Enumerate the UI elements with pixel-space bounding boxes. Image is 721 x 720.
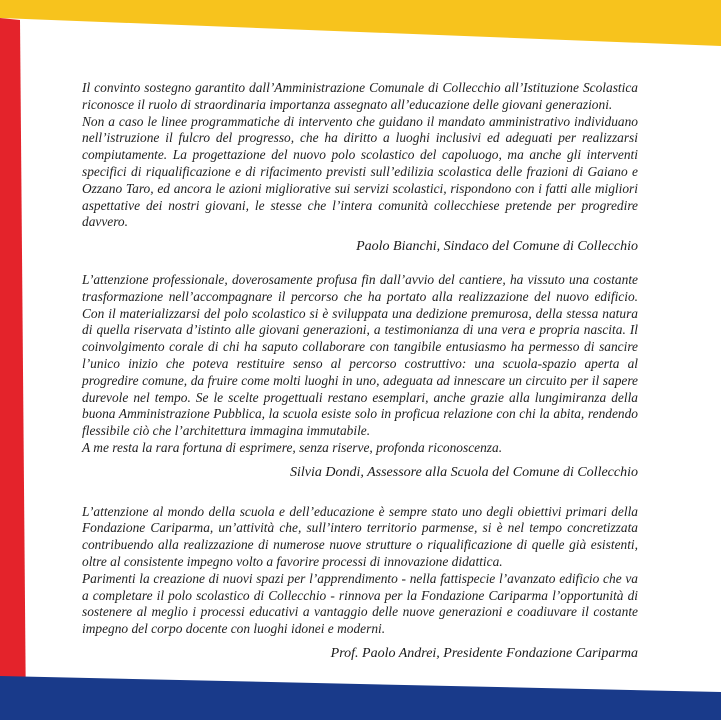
mayor-statement [82,80,638,256]
signature: Prof. Paolo Andrei, Presidente Fondazione Cariparma [330,645,638,661]
blue-bottom-band [0,676,721,720]
red-left-band [0,18,26,720]
paragraph: Parimenti la creazione di nuovi spazi per l’apprendimento - nella fattispecie l’avanzato edificio che va a completare il polo scolastico di Collecchio - rinnova per la Fondazione Cariparma l’opportunità di sostenere al meglio i processi educativi a vantaggio delle nuove generazioni e coadiuvare il costante impegno del corpo docente con luoghi idonei e moderni. [82,570,638,637]
paragraph: L’attenzione al mondo della scuola e dell’educazione è sempre stato uno degli obiettivi primari della Fondazione Cariparma, un’attività che, sull’intero territorio parmense, si è nel tempo concretizzata contribuendo alla realizzazione di numerose nuove strutture o riqualificazione di quelle già esistenti, oltre al consistente impegno volto a favorire processi di innovazione didattica. [82,503,638,569]
signature: Silvia Dondi, Assessore alla Scuola del Comune di Collecchio [289,464,638,480]
document-body [82,80,638,663]
yellow-top-band [0,0,721,46]
paragraph: Il convinto sostegno garantito dall’Amministrazione Comunale di Collecchio all’Istituzione Scolastica riconosce il ruolo di straordinaria importanza assegnato all’educazione delle giovani generazioni. [82,80,638,112]
paragraph: Non a caso le linee programmatiche di intervento che guidano il mandato amministrativo individuano nell’istruzione il fulcro del progresso, che ha diritto a luoghi inclusivi ed adeguati per realizzarsi compiutamente. La progettazione del nuovo polo scolastico del capoluogo, ma anche gli interventi specifici di riqualificazione e di rifacimento previsti sull’edilizia scolastica delle frazioni di Gaiano e Ozzano Taro, ed ancora le azioni migliorative sui servizi scolastici, rispondono con i fatti alle migliori aspettative dei nostri giovani, le stesse che l’intera comunità collecchiese pretende per progredire davvero. [82,113,638,230]
councillor-statement [82,272,638,482]
paragraph: L’attenzione professionale, doverosamente profusa fin dall’avvio del cantiere, ha vissuto una costante trasformazione nell’accompagnare il percorso che ha portato alla realizzazione del nuovo edificio. Con il materializzarsi del polo scolastico si è sviluppata una dedizione premurosa, della stessa natura di quella riservata d’istinto alle giovani generazioni, a testimonianza di una vera e propria nascita. Il coinvolgimento corale di chi ha saputo collaborare con tangibile entusiasmo ha permesso di sancire l’unico inizio che poteva restituire senso al percorso costruttivo: una scuola-spazio aperta al progredire comune, da fruire come molti luoghi in uno, adeguata ad innescare un circuito per il sapere durevole nel tempo. Se le scelte progettuali restano esemplari, anche grazie alla lungimiranza della buona Amministrazione Pubblica, la scuola esiste solo in proficua relazione con chi la abita, rendendo flessibile ciò che l’architettura immagina immutabile. [82,271,638,439]
signature: Paolo Bianchi, Sindaco del Comune di Collecchio [356,239,638,255]
foundation-statement [82,504,638,663]
paragraph: A me resta la rara fortuna di esprimere, senza riserve, profonda riconoscenza. [82,439,503,455]
